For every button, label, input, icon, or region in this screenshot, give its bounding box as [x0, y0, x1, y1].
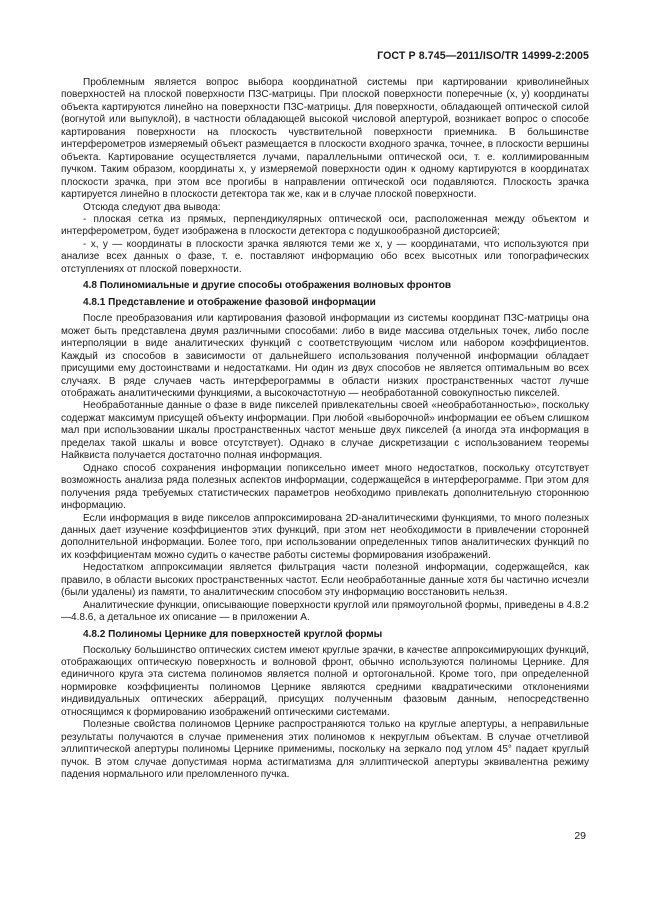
section-heading-4-8-2: 4.8.2 Полиномы Цернике для поверхностей круглой формы [83, 628, 383, 640]
page-number: 29 [574, 830, 586, 842]
paragraph: Поскольку большинство оптических систем имеют круглые зрачки, в качестве аппроксимирующих функций, отображающих оптическую поверхность и волновой фронт, обычно используются полиномы Цернике. Для единичного круга эта система полиномов является полной и ортогональной. Кроме того, при определенной нормировке коэффициенты полиномов Цернике являются средними квадратическими отклонениями индивидуальных оптических аберраций, присущих полученным фазовым данным, непосредственно относящимся к формированию изображений оптическими системами. [61, 644, 589, 718]
document-body [61, 77, 589, 782]
paragraph: Проблемным является вопрос выбора координатной системы при картировании криволинейных поверхностей на плоской поверхности ПЗС-матрицы. При плоской поверхности поперечные (x, y) координаты объекта картируются линейно на поверхности ПЗС-матрицы. Для поверхности, обладающей оптической силой (вогнутой или выпуклой), в частности обладающей высокой числовой апертурой, возникает вопрос о способе картирования поверхности на плоскость чувствительной поверхности приемника. В большинстве интерферометров измеряемый объект размещается в плоскости входного зрачка, точнее, в плоскости вершины объекта. Картирование осуществляется лучами, параллельными оптической оси, т. е. коллимированным пучком. Таким образом, координаты x, y измеряемой поверхности один к одному картируются в координатах плоскости зрачка, при этом все прогибы в направлении оптической оси подавляются. Плоскость зрачка картируется линейно в плоскости детектора так же, как и в случае плоской поверхности. [61, 77, 589, 201]
paragraph: Однако способ сохранения информации попиксельно имеет много недостатков, поскольку отсутствует возможность анализа ряда полезных аспектов информации, содержащейся в интерферограмме. При этом для получения ряда требуемых статистических параметров необходимо привлекать дополнительную стороннюю информацию. [61, 462, 589, 512]
list-item: - плоская сетка из прямых, перпендикулярных оптической оси, расположенная между объектом и интерферометром, будет изображена в плоскости детектора с подушкообразной дисторсией; [61, 213, 589, 238]
paragraph: Отсюда следуют два вывода: [83, 201, 221, 213]
paragraph: Необработанные данные о фазе в виде пикселей привлекательны своей «необработанностью», поскольку содержат максимум присущей объекту информации. При любой «выборочной» информации ее объем слишком мал при использовании шкалы пространственных частот меньше двух пикселей (а иногда эта информация в пределах такой шкалы и вовсе отсутствует). Однако в случае дискретизации с использованием теоремы Найквиста получается достаточно полная информация. [61, 400, 589, 462]
paragraph: Аналитические функции, описывающие поверхности круглой или прямоугольной формы, приведены в 4.8.2—4.8.6, а детальное их описание — в приложении А. [61, 599, 589, 624]
paragraph: Полезные свойства полиномов Цернике распространяются только на круглые апертуры, а неправильные результаты получаются в случае применения этих полиномов к некруглым объектам. В случае отчетливой эллиптической апертуры полиномы Цернике применимы, поскольку на зеркало под углом 45° падает круглый пучок. В этом случае допустимая норма астигматизма для эллиптической апертуры эквивалентна режиму падения нормального или преломленного пучка. [61, 719, 589, 781]
section-heading-4-8-1: 4.8.1 Представление и отображение фазовой информации [83, 297, 376, 309]
paragraph: После преобразования или картирования фазовой информации из системы координат ПЗС-матрицы она может быть представлена двумя различными способами: либо в виде массива отдельных точек, либо после интерполяции в виде аналитических функций с соответствующим числом или набором коэффициентов. Каждый из способов в зависимости от дальнейшего использования полученной информации обладает присущими ему достоинствами и недостатками. Ни один из двух способов не является оптимальным во всех случаях. В ряде случаев часть интерферограммы в области низких пространственных частот лучше отображать аналитическими функциями, а высокочастотную — необработанной совокупностью пикселей. [61, 313, 589, 399]
paragraph: Если информация в виде пикселов аппроксимирована 2D-аналитическими функциями, то много полезных данных дает изучение коэффициентов этих функций, при этом нет необходимости в привлечении сторонней дополнительной информации. Более того, при использовании определенных типов аналитических функций по их коэффициентам можно судить о качестве работы системы формирования изображений. [61, 512, 589, 561]
standard-header: ГОСТ Р 8.745—2011/ISO/TR 14999-2:2005 [377, 50, 589, 62]
section-heading-4-8: 4.8 Полиномиальные и другие способы отображения волновых фронтов [83, 280, 452, 292]
list-item: - x, y — координаты в плоскости зрачка являются теми же x, y — координатами, что используются при анализе всех данных о фазе, т. е. поставляют информацию обо всех высотных или топографических отступлениях от плоской поверхности. [61, 238, 589, 275]
paragraph: Недостатком аппроксимации является фильтрация части полезной информации, содержащейся, как правило, в области высоких пространственных частот. Если необработанные данные хотя бы частично исчезли (были удалены) из памяти, то аналитическим способом эту информацию восстановить нельзя. [61, 562, 589, 599]
